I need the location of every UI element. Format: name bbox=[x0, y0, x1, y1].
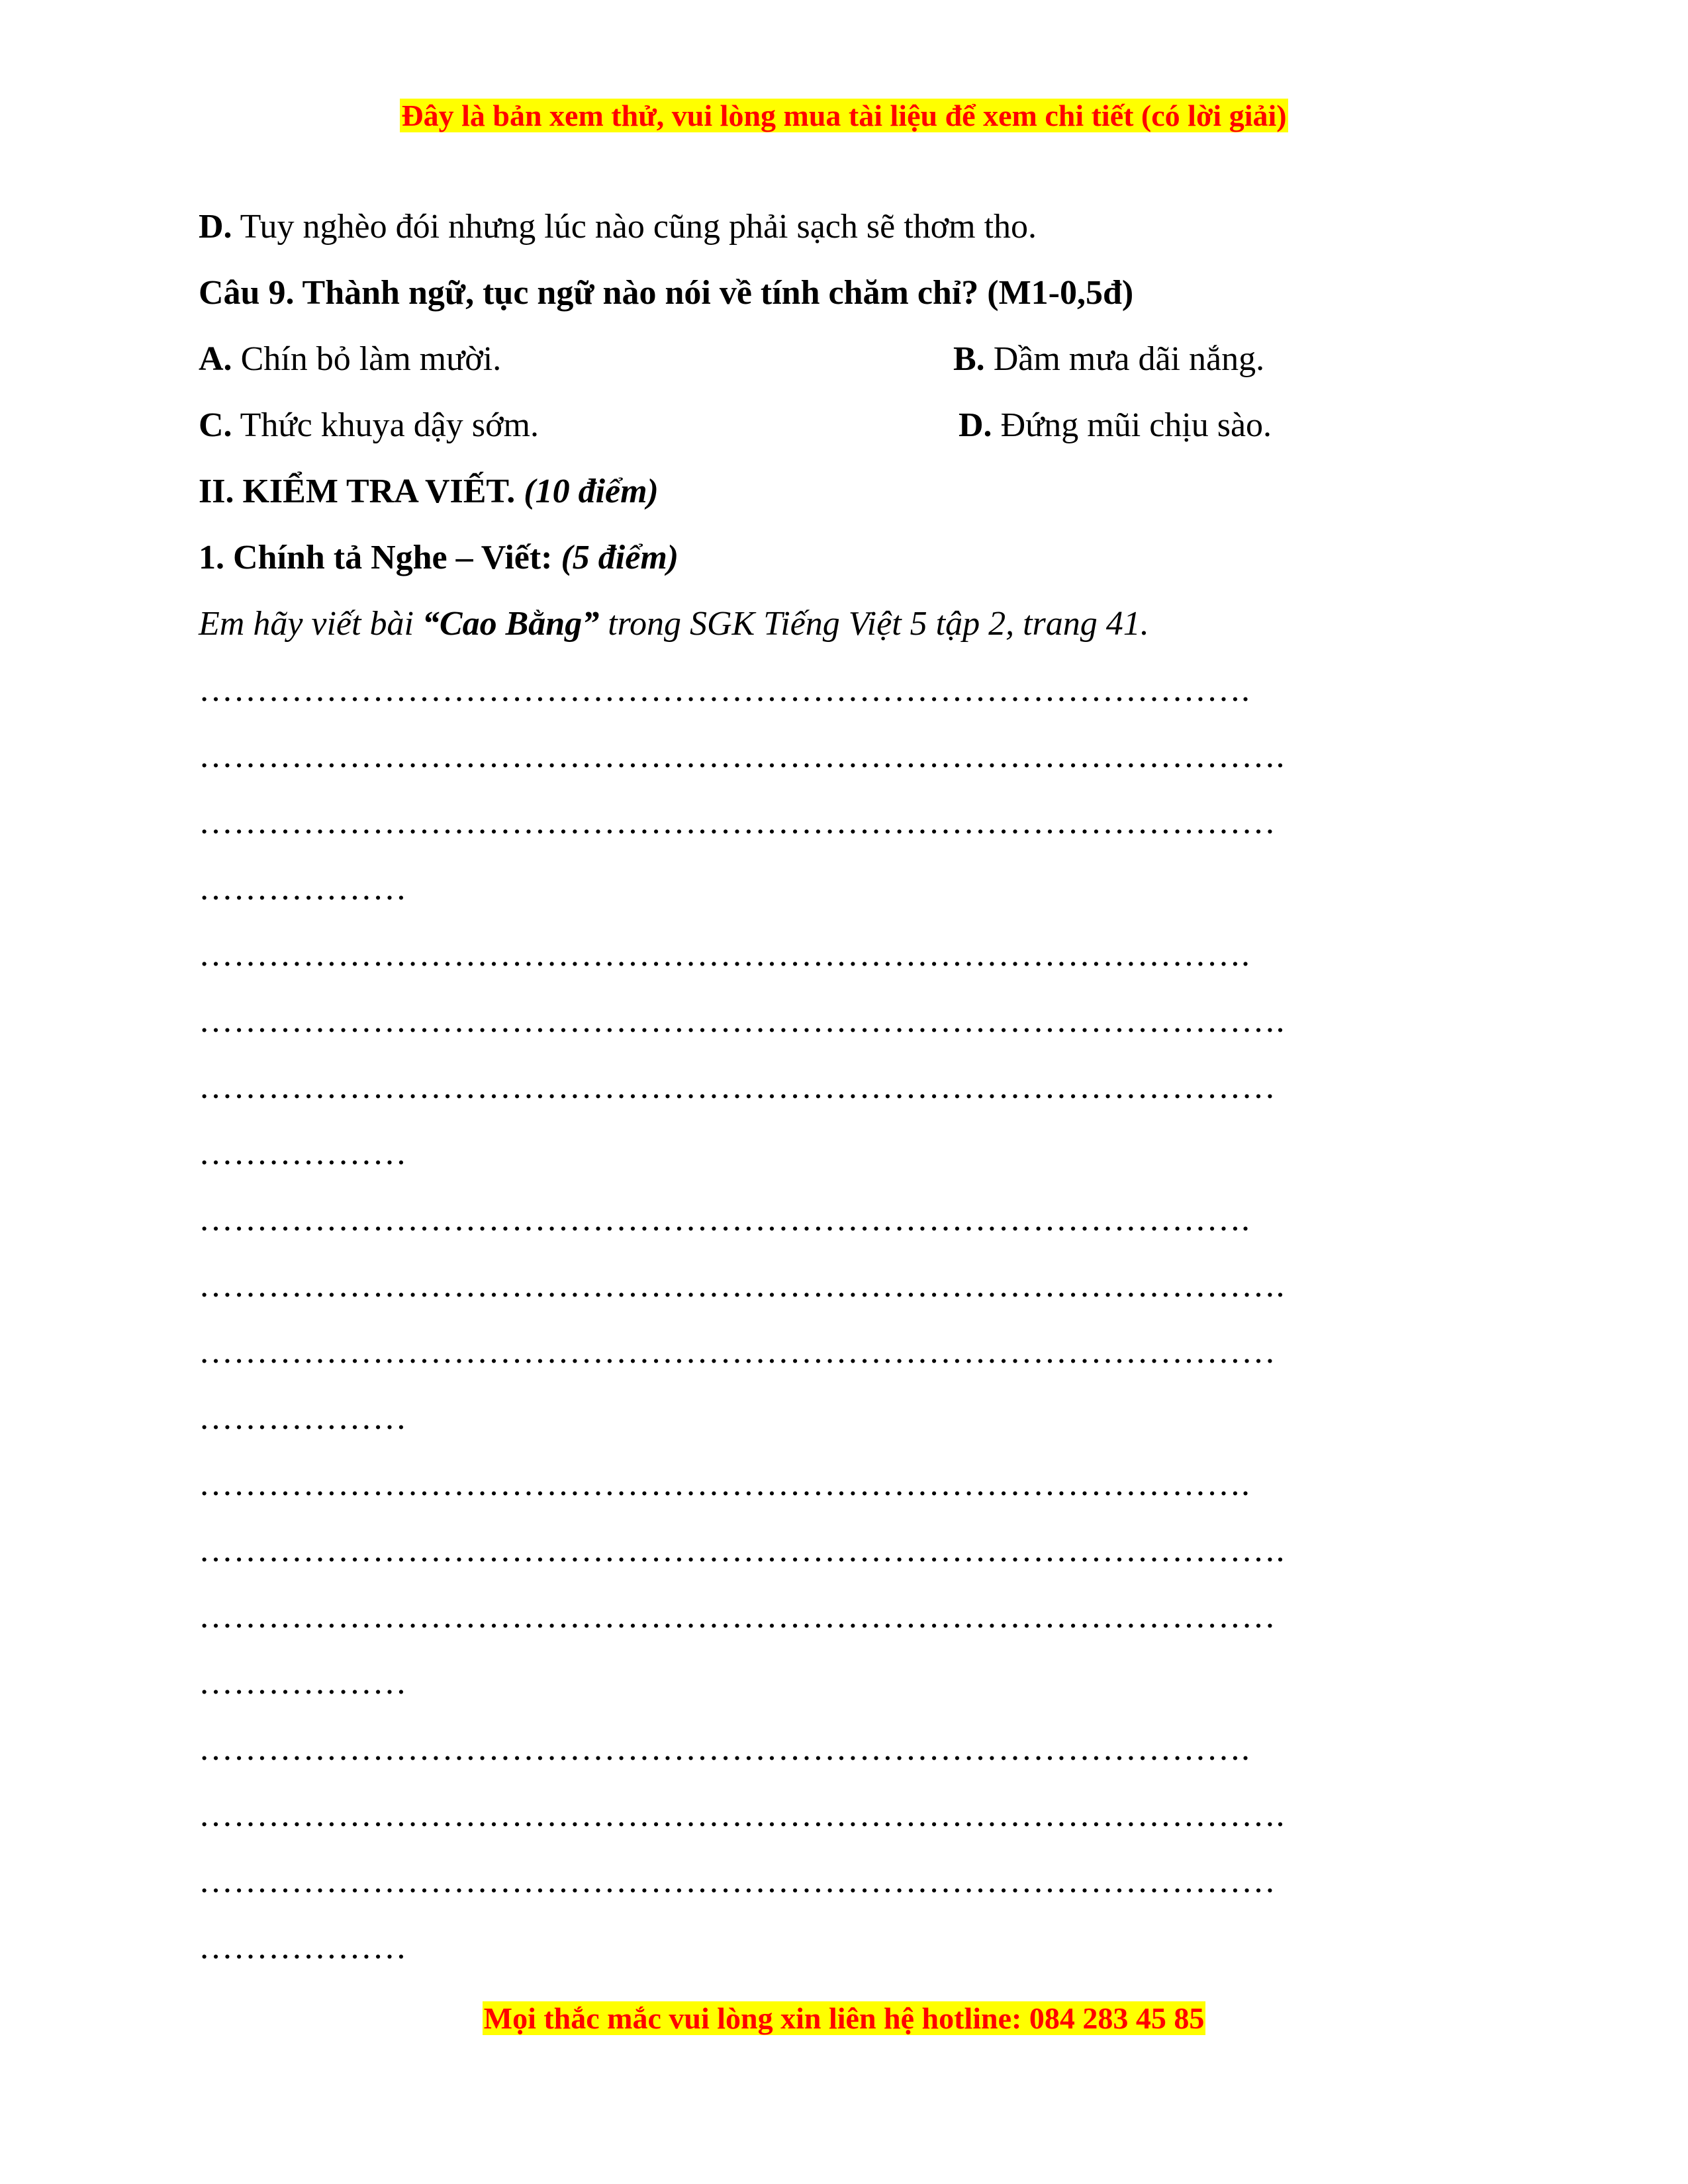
question-9-option-d bbox=[959, 402, 1272, 449]
question-9-option-a bbox=[199, 336, 501, 383]
writing-line: …………………………………………………………………………………. bbox=[199, 1267, 1285, 1304]
option-text: Đứng mũi chịu sào. bbox=[992, 406, 1272, 444]
writing-line: ……………… bbox=[199, 1664, 407, 1702]
option-text: Dầm mưa dãi nắng. bbox=[984, 340, 1265, 378]
writing-line: ……………… bbox=[199, 1134, 407, 1172]
section-2-heading bbox=[199, 469, 659, 515]
header-notice bbox=[0, 96, 1688, 136]
writing-line: …………………………………………………………………………………. bbox=[199, 1002, 1285, 1040]
writing-line: …………………………………………………………………………………. bbox=[199, 1531, 1285, 1569]
section-2-title: II. KIỂM TRA VIẾT. bbox=[199, 473, 516, 510]
writing-line: ……………… bbox=[199, 870, 407, 907]
part-1-heading bbox=[199, 535, 679, 581]
writing-line: …………………………………………………………………………………. bbox=[199, 1796, 1285, 1834]
writing-line: ………………………………………………………………………………. bbox=[199, 671, 1250, 709]
writing-line: ………………………………………………………………………………. bbox=[199, 1201, 1250, 1238]
option-letter: D. bbox=[959, 406, 992, 444]
part-1-title: 1. Chính tả Nghe – Viết: bbox=[199, 539, 553, 576]
writing-line: …………………………………………………………………………………. bbox=[199, 737, 1285, 775]
writing-line: ………………………………………………………………………………… bbox=[199, 1333, 1276, 1371]
instruction-after: trong SGK Tiếng Việt 5 tập 2, trang 41. bbox=[599, 605, 1149, 643]
writing-line: ………………………………………………………………………………… bbox=[199, 1598, 1276, 1635]
section-2-points: (10 điểm) bbox=[515, 473, 659, 510]
writing-line: ………………………………………………………………………………. bbox=[199, 936, 1250, 974]
option-text: Tuy nghèo đói nhưng lúc nào cũng phải sạch sẽ thơm tho. bbox=[232, 208, 1037, 246]
writing-line: ……………… bbox=[199, 1399, 407, 1437]
instruction-title: “Cao Bằng” bbox=[422, 605, 600, 643]
question-9-title: Câu 9. Thành ngữ, tục ngữ nào nói về tính chăm chỉ? (M1-0,5đ) bbox=[199, 274, 1134, 312]
option-letter: A. bbox=[199, 340, 232, 378]
option-text: Chín bỏ làm mười. bbox=[232, 340, 502, 378]
footer-notice-text: Mọi thắc mắc vui lòng xin liên hệ hotline: 084 283 45 85 bbox=[483, 2001, 1205, 2035]
question-9-option-b bbox=[953, 336, 1264, 383]
instruction-before: Em hãy viết bài bbox=[199, 605, 422, 643]
writing-line: ……………… bbox=[199, 1929, 407, 1966]
writing-line: ………………………………………………………………………………… bbox=[199, 1862, 1276, 1900]
previous-option-d bbox=[199, 204, 1037, 250]
option-text: Thức khuya dậy sớm. bbox=[232, 406, 539, 444]
writing-instruction bbox=[199, 601, 1149, 647]
option-letter: C. bbox=[199, 406, 232, 444]
option-letter: B. bbox=[953, 340, 985, 378]
question-9-option-c bbox=[199, 402, 539, 449]
footer-notice bbox=[0, 1999, 1688, 2038]
writing-line: ………………………………………………………………………………… bbox=[199, 1068, 1276, 1106]
header-notice-text: Đây là bản xem thử, vui lòng mua tài liệu để xem chi tiết (có lời giải) bbox=[401, 99, 1287, 132]
writing-line: ………………………………………………………………………………. bbox=[199, 1730, 1250, 1768]
writing-line: ………………………………………………………………………………. bbox=[199, 1465, 1250, 1503]
part-1-points: (5 điểm) bbox=[552, 539, 679, 576]
writing-line: ………………………………………………………………………………… bbox=[199, 803, 1276, 841]
option-letter: D. bbox=[199, 208, 232, 246]
